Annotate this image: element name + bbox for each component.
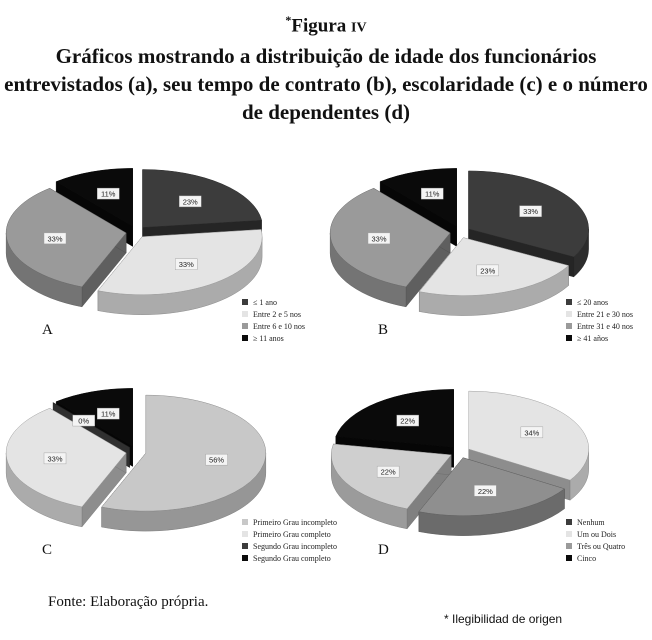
- legend-swatch: [242, 531, 248, 537]
- data-label: 33%: [178, 260, 194, 270]
- legend-label: Um ou Dois: [577, 529, 617, 539]
- title-number: IV: [351, 20, 367, 36]
- legend-label: Segundo Grau completo: [253, 553, 331, 563]
- data-label: 11%: [100, 189, 116, 199]
- legend-label: ≤ 1 ano: [253, 297, 277, 307]
- legend-item: [242, 296, 305, 308]
- panel-letter: D: [378, 542, 389, 558]
- panel-letter: A: [42, 322, 53, 338]
- data-label: 33%: [47, 454, 63, 464]
- chart-legend: [242, 516, 337, 564]
- legend-swatch: [242, 323, 248, 329]
- data-label: 22%: [477, 486, 493, 496]
- legend-swatch: [242, 519, 248, 525]
- data-label: 33%: [523, 207, 539, 217]
- legend-item: [566, 516, 625, 528]
- legend-swatch: [566, 299, 572, 305]
- data-label: 0%: [78, 416, 90, 426]
- legend-item: [242, 552, 337, 564]
- legend-swatch: [566, 323, 572, 329]
- title-word: Figura: [291, 15, 347, 37]
- legend-item: [566, 308, 633, 320]
- legend-item: [566, 552, 625, 564]
- legend-swatch: [566, 335, 572, 341]
- legend-item: [242, 540, 337, 552]
- legend-item: [566, 528, 625, 540]
- legend-swatch: [242, 555, 248, 561]
- data-label: 34%: [524, 428, 540, 438]
- data-label: 22%: [400, 416, 416, 426]
- panel-letter: B: [378, 322, 389, 338]
- legend-label: ≥ 11 anos: [253, 333, 284, 343]
- title-marker: *: [285, 13, 292, 27]
- legend-label: Três ou Quatro: [577, 541, 626, 551]
- data-label: 33%: [371, 234, 387, 244]
- legend-label: Entre 2 e 5 nos: [253, 309, 301, 319]
- legend-item: [242, 516, 337, 528]
- pie-panel-b: [328, 150, 648, 360]
- legend-swatch: [566, 555, 572, 561]
- legend-label: Primeiro Grau completo: [253, 529, 331, 539]
- legend-label: ≤ 20 anos: [577, 297, 609, 307]
- legend-label: Entre 6 e 10 nos: [253, 321, 305, 331]
- pie-panel-a: [4, 150, 324, 360]
- legend-swatch: [242, 543, 248, 549]
- legend-swatch: [566, 531, 572, 537]
- pie-panel-c: [4, 370, 337, 580]
- legend-label: Cinco: [577, 553, 597, 563]
- legend-swatch: [242, 335, 248, 341]
- figure-header: [0, 8, 652, 126]
- data-label: 11%: [100, 409, 116, 419]
- data-label: 56%: [209, 455, 225, 465]
- legend-swatch: [566, 311, 572, 317]
- chart-legend: [566, 516, 625, 564]
- pie-panel-d: [328, 370, 648, 580]
- legend-swatch: [566, 519, 572, 525]
- legend-label: Primeiro Grau incompleto: [253, 517, 337, 527]
- data-label: 11%: [424, 189, 440, 199]
- chart-legend: [566, 296, 633, 344]
- figure-source: Fonte: Elaboração própria.: [48, 594, 209, 610]
- legend-label: Nenhum: [577, 517, 605, 527]
- chart-legend: [242, 296, 305, 344]
- legend-label: Segundo Grau incompleto: [253, 541, 337, 551]
- legend-label: Entre 31 e 40 nos: [577, 321, 633, 331]
- legend-item: [566, 332, 633, 344]
- figure-note: * Ilegibilidad de origen: [444, 612, 563, 626]
- data-label: 23%: [480, 266, 496, 276]
- legend-item: [242, 332, 305, 344]
- legend-swatch: [566, 543, 572, 549]
- legend-label: Entre 21 e 30 nos: [577, 309, 633, 319]
- legend-item: [566, 540, 625, 552]
- panel-letter: C: [42, 542, 53, 558]
- legend-label: ≥ 41 años: [577, 333, 609, 343]
- legend-item: [242, 320, 305, 332]
- legend-item: [242, 528, 337, 540]
- legend-swatch: [242, 299, 248, 305]
- figure-subtitle: Gráficos mostrando a distribuição de idade dos funcionários entrevistados (a), seu tempo de contrato (b), escolaridade (c) e o número de dependentes (d): [4, 44, 648, 125]
- legend-item: [566, 320, 633, 332]
- figure-title: [0, 8, 652, 40]
- data-label: 23%: [182, 197, 198, 207]
- legend-item: [242, 308, 305, 320]
- data-label: 22%: [380, 467, 396, 477]
- data-label: 33%: [47, 234, 63, 244]
- legend-swatch: [242, 311, 248, 317]
- legend-item: [566, 296, 633, 308]
